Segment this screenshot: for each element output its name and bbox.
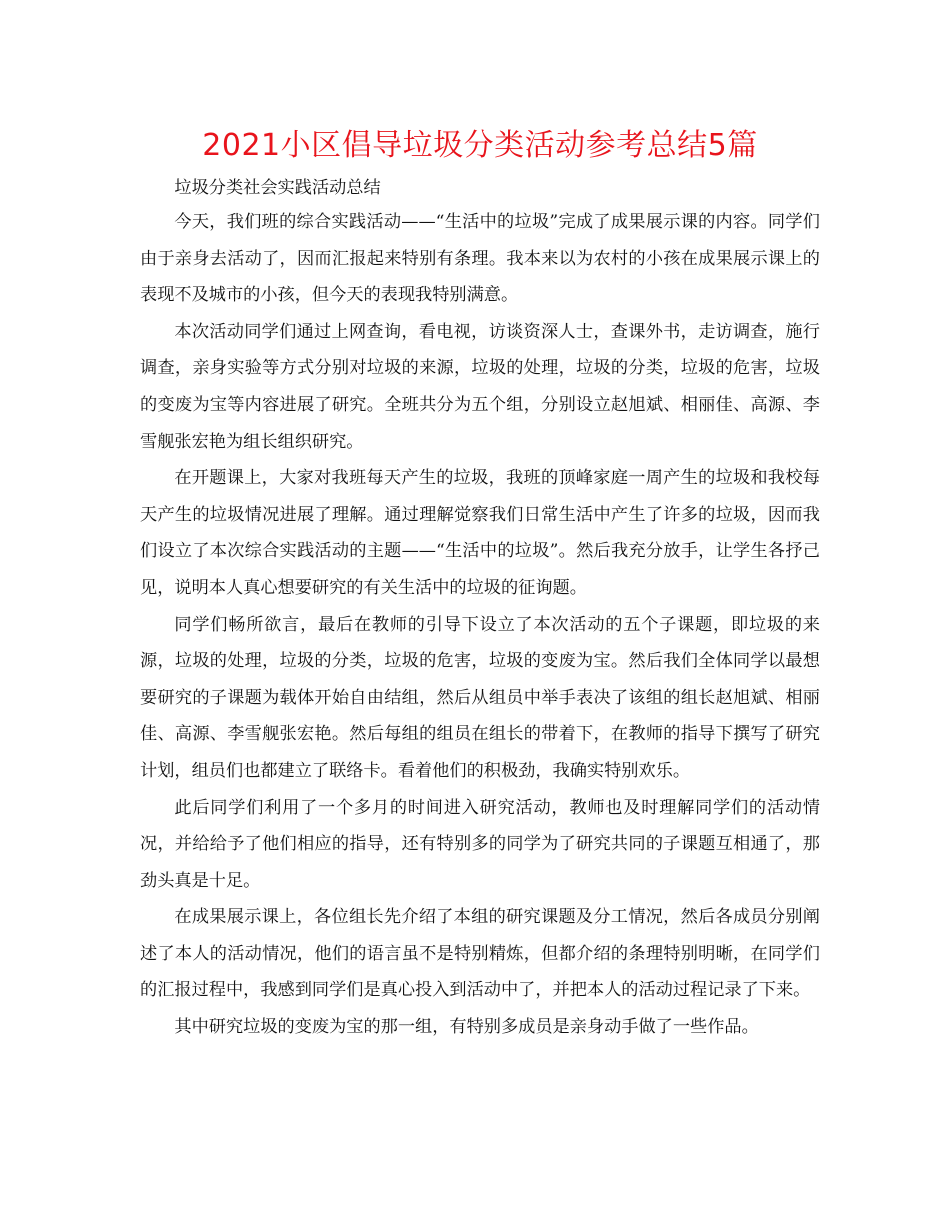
document-page — [140, 120, 820, 1046]
paragraph-1: 今天，我们班的综合实践活动——“生活中的垃圾”完成了成果展示课的内容。同学们由于亲身去活动了，因而汇报起来特别有条理。我本来以为农村的小孩在成果展示课上的表现不及城市的小孩，但今天的表现我特别满意。 — [140, 212, 820, 306]
paragraph-2: 本次活动同学们通过上网查询，看电视，访谈资深人士，查课外书，走访调查，施行调查，亲身实验等方式分别对垃圾的来源，垃圾的处理，垃圾的分类，垃圾的危害，垃圾的变废为宝等内容进展了研究。全班共分为五个组，分别设立赵旭斌、相丽佳、高源、李雪舰张宏艳为组长组织研究。 — [140, 321, 820, 452]
paragraph-7: 其中研究垃圾的变废为宝的那一组，有特别多成员是亲身动手做了一些作品。 — [174, 1017, 759, 1038]
paragraph-4: 同学们畅所欲言，最后在教师的引导下设立了本次活动的五个子课题，即垃圾的来源，垃圾的处理，垃圾的分类，垃圾的危害，垃圾的变废为宝。然后我们全体同学以最想要研究的子课题为载体开始自由结组，然后从组员中举手表决了该组的组长赵旭斌、相丽佳、高源、李雪舰张宏艳。然后每组的组员在组长的带着下，在教师的指导下撰写了研究计划，组员们也都建立了联络卡。看着他们的积极劲，我确实特别欢乐。 — [140, 614, 820, 781]
document-subtitle: 垃圾分类社会实践活动总结 — [174, 178, 381, 198]
paragraph-3: 在开题课上，大家对我班每天产生的垃圾，我班的顶峰家庭一周产生的垃圾和我校每天产生的垃圾情况进展了理解。通过理解觉察我们日常生活中产生了许多的垃圾，因而我们设立了本次综合实践活动的主题——“生活中的垃圾”。然后我充分放手，让学生各抒己见，说明本人真心想要研究的有关生活中的垃圾的征询题。 — [140, 468, 820, 598]
paragraph-5: 此后同学们利用了一个多月的时间进入研究活动，教师也及时理解同学们的活动情况，并给给予了他们相应的指导，还有特别多的同学为了研究共同的子课题互相通了，那劲头真是十足。 — [140, 797, 820, 891]
document-title: 2021小区倡导垃圾分类活动参考总结5篇 — [202, 128, 758, 163]
paragraph-6: 在成果展示课上，各位组长先介绍了本组的研究课题及分工情况，然后各成员分别阐述了本人的活动情况，他们的语言虽不是特别精炼，但都介绍的条理特别明晰，在同学们的汇报过程中，我感到同学们是真心投入到活动中了，并把本人的活动过程记录了下来。 — [140, 907, 820, 1001]
